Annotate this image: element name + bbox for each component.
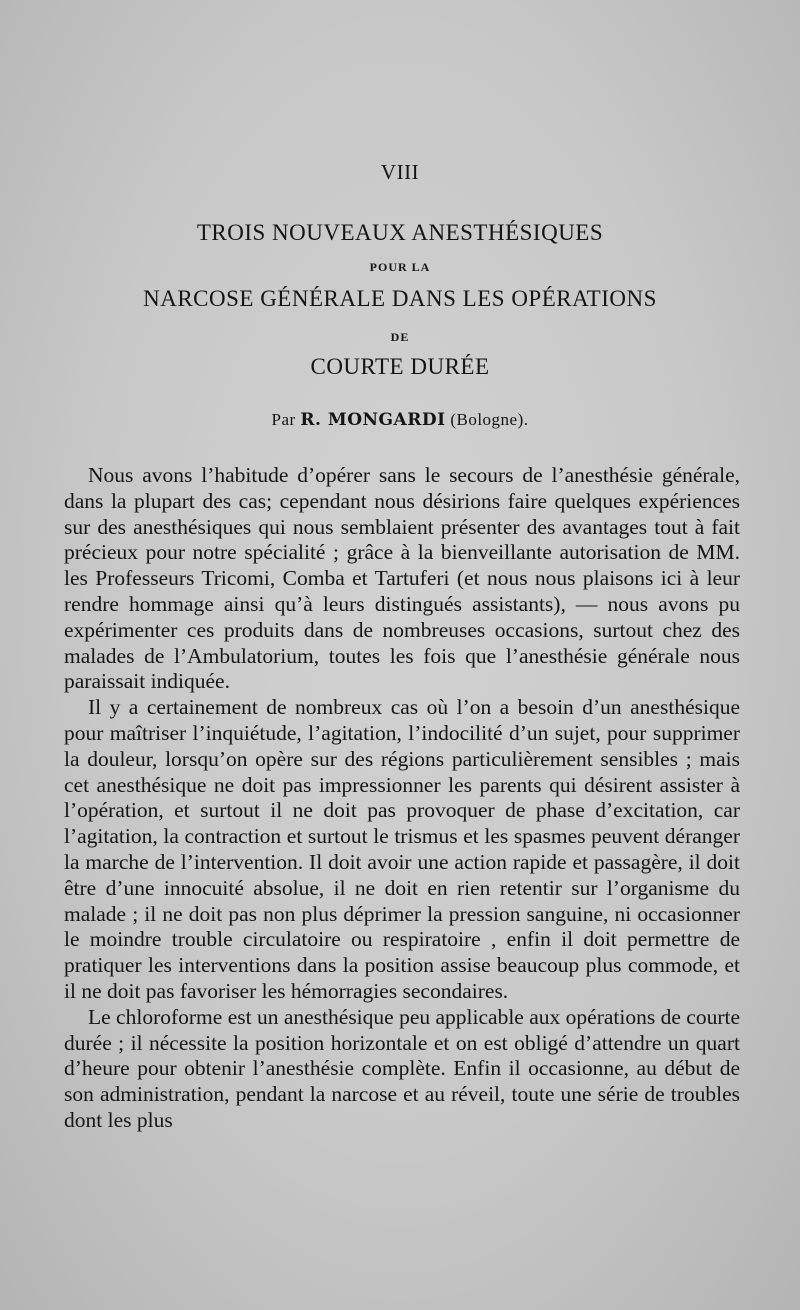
title-connector-1: POUR LA: [369, 260, 431, 274]
title-line-1: TROIS NOUVEAUX ANESTHÉSIQUES: [196, 220, 604, 245]
paragraph: Il y a certainement de nombreux cas où l’on a besoin d’un anesthésique pour maîtriser l’inquiétude, l’agitation, l’indocilité d’un sujet, pour supprimer la douleur, lorsqu’on opère sur des régions particulièrement sensibles ; mais cet anesthésique ne doit pas impressionner les parents qui désirent assister à l’opération, et surtout il ne doit pas provoquer de phase d’excitation, car l’agitation, la contraction et surtout le trismus et les spasmes peuvent déranger la marche de l’intervention. Il doit avoir une action rapide et passagère, il doit être d’une innocuité absolue, il ne doit en rien retentir sur l’organisme du malade ; il ne doit pas non plus déprimer la pression sanguine, ni occasionner le moindre trouble circulatoire ou respiratoire , enfin il doit permettre de pratiquer les interventions dans la position assise beaucoup plus commode, et il ne doit pas favoriser les hémorragies secondaires.: [64, 695, 740, 1003]
body-text: [64, 463, 740, 1134]
title-line-2: NARCOSE GÉNÉRALE DANS LES OPÉRATIONS: [143, 286, 657, 311]
title-connector-2: DE: [390, 330, 410, 344]
paragraph: Nous avons l’habitude d’opérer sans le secours de l’anesthésie générale, dans la plupart des cas; cependant nous désirions faire quelques expériences sur des anesthésiques qui nous semblaient présenter des avantages tout à fait précieux pour notre spécialité ; grâce à la bienveillante autorisation de MM. les Professeurs Tricomi, Comba et Tartuferi (et nous nous plaisons ici à leur rendre hommage ainsi qu’à leurs distingués assistants), — nous avons pu expérimenter ces produits dans de nombreuses occasions, surtout chez des malades de l’Ambulatorium, toutes les fois que l’anesthésie générale nous paraissait indiquée.: [64, 463, 740, 694]
chapter-number: VIII: [380, 160, 420, 184]
author-affiliation: (Bologne).: [450, 410, 529, 429]
byline: [0, 410, 800, 430]
title-line-3: COURTE DURÉE: [310, 354, 490, 379]
byline-prefix: Par: [271, 410, 296, 429]
author-name: R. MONGARDI: [300, 410, 446, 430]
paragraph: Le chloroforme est un anesthésique peu applicable aux opérations de courte durée ; il nécessite la position horizontale et on est obligé d’attendre un quart d’heure pour obtenir l’anesthésie complète. Enfin il occasionne, au début de son administration, pendant la narcose et au réveil, toute une série de troubles dont les plus: [64, 1004, 740, 1132]
